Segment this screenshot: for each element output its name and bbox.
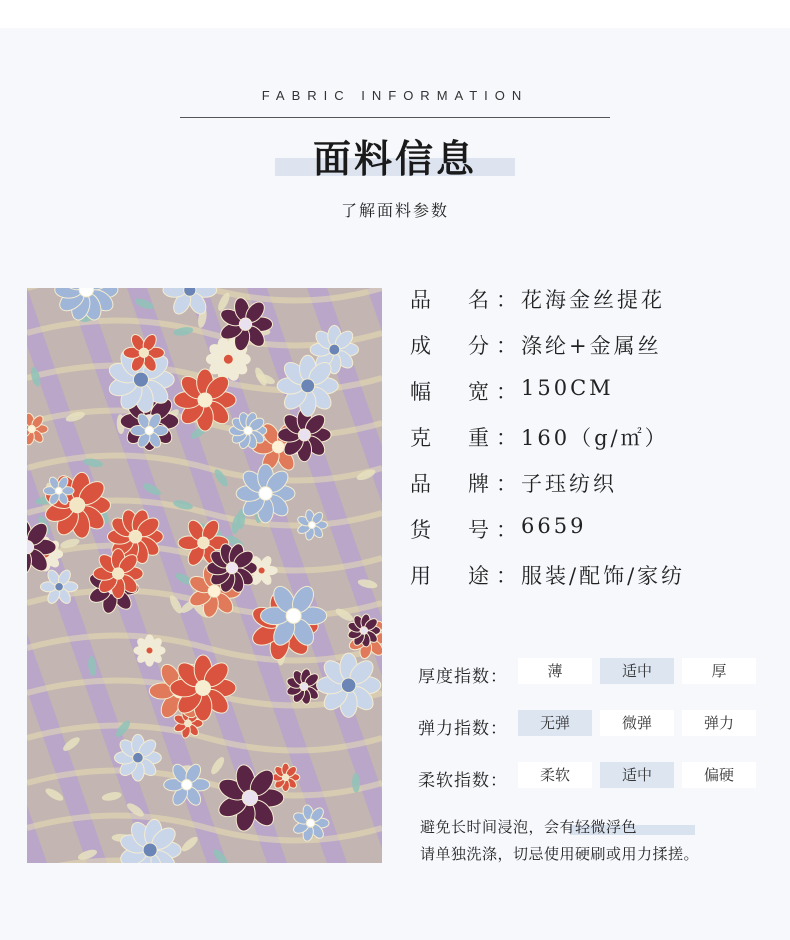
spec-colon: ： [496,288,520,312]
rating-softness [418,762,768,792]
spec-label-a: 克 [410,426,434,450]
spec-label-a: 货 [410,518,434,542]
spec-row-weight [410,422,770,456]
spec-value: 花海金丝提花 [521,288,665,312]
rating-thickness [418,658,768,688]
spec-label-b: 宽 [468,380,492,404]
spec-colon: ： [496,472,520,496]
spec-row-name [410,284,770,318]
spec-colon: ： [496,334,520,358]
spec-value: 子珏纺织 [521,472,617,496]
rating-option: 弹力 [682,710,756,736]
care-note-line-1: 避免长时间浸泡，会有轻微浮色 [420,818,638,836]
rating-option: 无弹 [518,710,592,736]
spec-row-brand [410,468,770,502]
rating-option: 薄 [518,658,592,684]
section-subtitle-en: FABRIC INFORMATION [261,88,529,103]
rating-label: 弹力指数： [418,719,508,739]
rating-option: 微弹 [600,710,674,736]
spec-value: 160（g/㎡） [521,426,669,450]
spec-value: 涤纶+金属丝 [521,334,662,358]
section-subtitle: 了解面料参数 [340,201,449,220]
spec-label-a: 品 [410,288,434,312]
spec-label-a: 用 [410,564,434,588]
spec-label-b: 名 [468,288,492,312]
spec-value: 服装/配饰/家纺 [521,564,686,588]
spec-label-a: 成 [410,334,434,358]
spec-colon: ： [496,426,520,450]
spec-colon: ： [496,518,520,542]
spec-row-composition [410,330,770,364]
rating-option: 适中 [600,762,674,788]
care-note-line-2: 请单独洗涤，切忌使用硬刷或用力揉搓。 [420,845,700,863]
rating-option: 柔软 [518,762,592,788]
spec-label-b: 分 [468,334,492,358]
spec-value: 6659 [521,514,587,538]
top-strip [0,0,790,28]
rating-option: 厚 [682,658,756,684]
spec-label-a: 品 [410,472,434,496]
spec-label-a: 幅 [410,380,434,404]
fabric-swatch-image [27,288,382,863]
rating-option: 适中 [600,658,674,684]
rating-label: 柔软指数： [418,771,508,791]
spec-label-b: 牌 [468,472,492,496]
rating-label: 厚度指数： [418,667,508,687]
rating-elasticity [418,710,768,740]
title-divider [180,117,610,118]
spec-label-b: 号 [468,518,492,542]
rating-option: 偏硬 [682,762,756,788]
spec-colon: ： [496,380,520,404]
spec-label-b: 重 [468,426,492,450]
spec-colon: ： [496,564,520,588]
fabric-pattern [27,288,382,863]
spec-row-width [410,376,770,410]
spec-label-b: 途 [468,564,492,588]
spec-row-item-number [410,514,770,548]
section-title: 面料信息 [312,137,477,181]
spec-row-usage [410,560,770,594]
spec-value: 150CM [521,376,614,400]
